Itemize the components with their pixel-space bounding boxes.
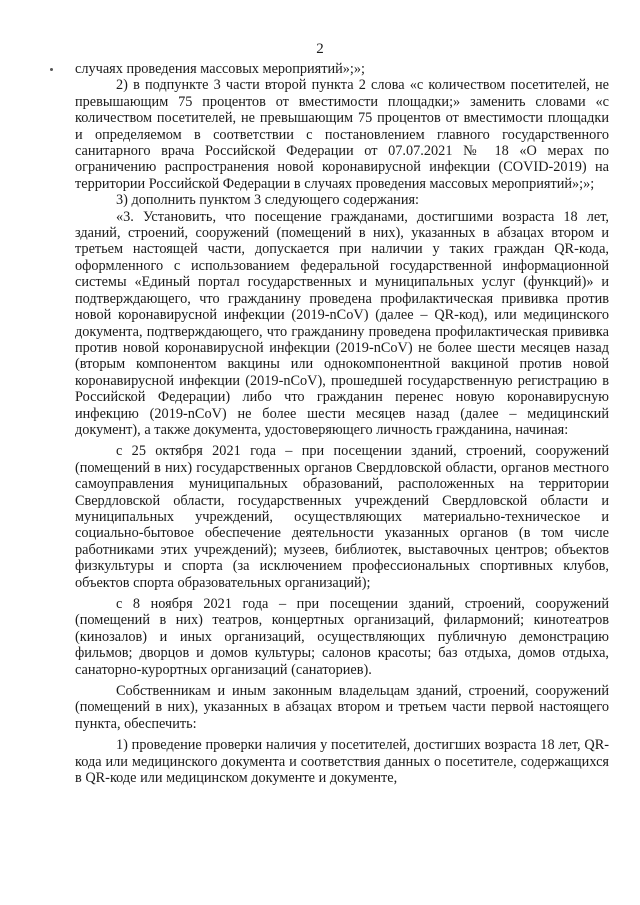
page-number: 2	[316, 41, 324, 57]
margin-mark	[50, 68, 53, 71]
paragraph-oct-25: с 25 октября 2021 года – при посещении зданий, строений, сооружений (помещений в них) государственных органов Свердловской области, органов местного самоуправления муниципальных образований, расположенных на территории Свердловской области, государственных учреждений Свердловской области и муниципальных учреждений, осуществляющих материально-техническое и социально-бытовое обеспечение деятельности указанных органов (в том числе работниками этих учреждений); музеев, библиотек, выставочных центров; объектов физкультуры и спорта (за исключением профессиональных спортивных клубов, объектов спорта образовательных организаций);	[75, 443, 609, 591]
paragraph-owners: Собственникам и иным законным владельцам зданий, строений, сооружений (помещений в них), указанных в абзацах втором и третьем части первой настоящего пункта, обеспечить:	[75, 683, 609, 732]
paragraph-subitem-1: 1) проведение проверки наличия у посетителей, достигших возраста 18 лет, QR-кода или медицинского документа и соответствия данных о посетителе, содержащихся в QR-коде или медицинском документе и документе,	[75, 737, 609, 787]
paragraph-item-3: 3) дополнить пунктом 3 следующего содержания:	[116, 192, 420, 209]
document-body	[75, 61, 609, 786]
paragraph-continuation: случаях проведения массовых мероприятий»;»;	[75, 61, 366, 77]
paragraph-point-3: «3. Установить, что посещение гражданами, достигшими возраста 18 лет, зданий, строений, сооружений (помещений в них), указанных в абзацах втором и третьем настоящей части, допускается при наличии у таких граждан QR-кода, оформленного с использованием федеральной государственной информационной системы «Единый портал государственных и муниципальных услуг (функций)» и подтверждающего, что гражданину проведена профилактическая прививка против новой коронавирусной инфекции (2019-nCoV) (далее – QR-код), или медицинского документа, подтверждающего, что гражданину проведена профилактическая прививка против новой коронавирусной инфекции (2019-nCoV) не более шести месяцев назад (вторым компонентом вакцины или однокомпонентной вакциной против новой коронавирусной инфекции (2019-nCoV), прошедшей государственную регистрацию в Российской Федерации) либо что гражданин перенес новую коронавирусную инфекцию (2019-nCoV) не более шести месяцев назад (далее – медицинский документ), а также документа, удостоверяющего личность гражданина, начиная:	[75, 208, 609, 438]
paragraph-nov-8: с 8 ноября 2021 года – при посещении зданий, строений, сооружений (помещений в них) театров, концертных организаций, филармоний; кинотеатров (кинозалов) и иных организаций, осуществляющих публичную демонстрацию фильмов; дворцов и домов культуры; салонов красоты; баз отдыха, домов отдыха, санаторно-курортных организаций (санаториев).	[75, 596, 609, 678]
paragraph-item-2: 2) в подпункте 3 части второй пункта 2 слова «с количеством посетителей, не превышающим 75 процентов от вместимости площадки;» заменить словами «с количеством посетителей, не превышающим 75 процентов от вместимости площадки и определяемом в соответствии с постановлением главного государственного санитарного врача Российской Федерации от 07.07.2021 № 18 «О мерах по ограничению распространения новой коронавирусной инфекции (COVID-2019) на территории Российской Федерации в случаях проведения массовых мероприятий»;»;	[75, 77, 609, 192]
